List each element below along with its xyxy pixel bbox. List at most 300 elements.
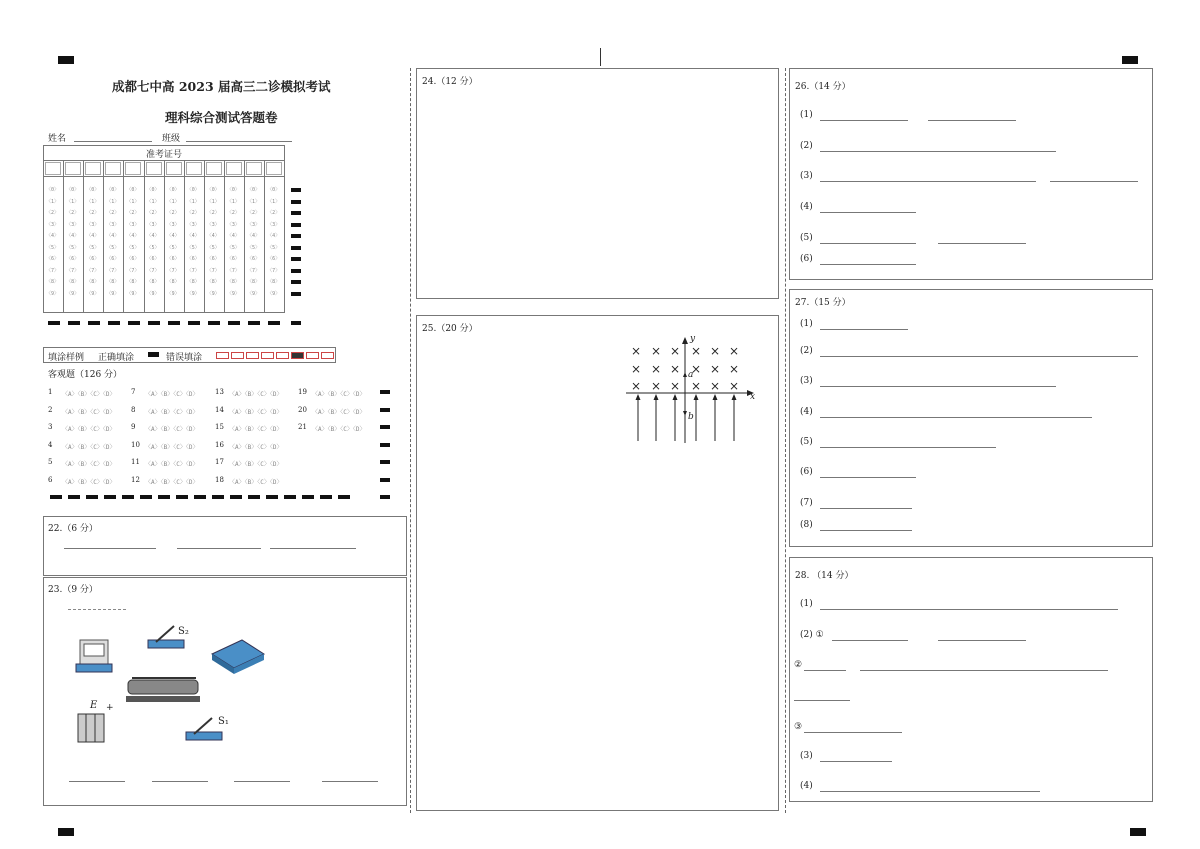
field-cross-mark: ×: [709, 362, 721, 376]
q27-part-label: (8): [800, 520, 813, 530]
field-cross-mark: ×: [728, 362, 740, 376]
q22-label: 22.（6 分）: [48, 524, 98, 534]
q28-part-label: ②: [794, 660, 803, 670]
ticket-col-divider: [264, 160, 265, 313]
answer-options[interactable]: 〈A〉〈B〉〈C〉〈D〉: [145, 391, 199, 398]
q27-answer-line[interactable]: [820, 356, 1138, 357]
question-number: 14: [215, 405, 224, 414]
ticket-bubble[interactable]: 〈2〉: [206, 210, 220, 216]
field-cross-mark: ×: [669, 344, 681, 358]
ticket-bubble[interactable]: 〈0〉: [186, 187, 200, 193]
q28-answer-line[interactable]: [820, 791, 1040, 792]
q28-part-label: (3): [800, 751, 813, 761]
q26-answer-line[interactable]: [820, 151, 1056, 152]
q23-answer-top[interactable]: [68, 609, 126, 610]
question-number: 5: [48, 458, 53, 466]
ticket-bubble[interactable]: 〈9〉: [267, 290, 281, 297]
answer-options[interactable]: 〈A〉〈B〉〈C〉〈D〉: [62, 408, 116, 416]
q23-label: 23.（9 分）: [48, 585, 98, 595]
q27-part-label: (5): [800, 437, 813, 447]
field-cross-mark: ×: [669, 362, 681, 376]
q28-answer-line[interactable]: [938, 640, 1026, 641]
question-number: 18: [215, 475, 224, 484]
field-arrow-head: [673, 394, 678, 400]
ticket-bubble[interactable]: 〈5〉: [166, 244, 180, 251]
field-cross-mark: ×: [709, 344, 721, 358]
ticket-bubble[interactable]: 〈8〉: [166, 279, 180, 285]
q28-part-label: (4): [800, 781, 813, 791]
ticket-digit-cell[interactable]: [65, 162, 81, 175]
field-arrow-head: [654, 394, 659, 400]
ticket-bottom-marks: [48, 321, 280, 325]
q26-answer-line[interactable]: [938, 243, 1026, 244]
q28-answer-line[interactable]: [860, 670, 1108, 671]
field-cross-mark: ×: [709, 379, 721, 393]
ticket-bubble[interactable]: 〈6〉: [166, 256, 180, 262]
q23-answer-4[interactable]: [322, 781, 378, 782]
ticket-bubble[interactable]: 〈1〉: [267, 198, 281, 205]
q28-box: [789, 557, 1153, 802]
question-number: 2: [48, 405, 53, 414]
q26-part-label: (6): [800, 254, 813, 264]
answer-options[interactable]: 〈A〉〈B〉〈C〉〈D〉: [229, 478, 283, 486]
q28-answer-line[interactable]: [820, 761, 892, 762]
ticket-bubble[interactable]: 〈6〉: [247, 256, 261, 262]
ticket-bubble[interactable]: 〈1〉: [66, 198, 80, 205]
field-cross-mark: ×: [728, 379, 740, 393]
ticket-col-divider: [83, 160, 84, 313]
ticket-col-divider: [184, 160, 185, 313]
top-center-tick: [600, 48, 601, 66]
field-cross-mark: ×: [650, 362, 662, 376]
q27-part-label: (1): [800, 319, 813, 329]
ticket-bubble[interactable]: 〈7〉: [106, 267, 120, 274]
ticket-col-divider: [164, 160, 165, 313]
ticket-bubble[interactable]: 〈2〉: [186, 210, 200, 216]
ticket-bubble[interactable]: 〈8〉: [206, 279, 220, 285]
ticket-bubble[interactable]: 〈3〉: [126, 221, 140, 228]
ticket-bubble[interactable]: 〈7〉: [86, 267, 100, 274]
ticket-bubble[interactable]: 〈5〉: [126, 244, 140, 251]
ticket-digit-cell[interactable]: [146, 162, 162, 175]
ticket-digit-cell[interactable]: [266, 162, 282, 175]
ticket-bubble[interactable]: 〈5〉: [267, 244, 281, 251]
question-number: 8: [131, 405, 136, 414]
ticket-bubble[interactable]: 〈0〉: [166, 187, 180, 193]
ticket-bubble[interactable]: 〈2〉: [86, 210, 100, 216]
q27-answer-line[interactable]: [820, 530, 912, 531]
q23-answer-3[interactable]: [234, 781, 290, 782]
ticket-bubble[interactable]: 〈4〉: [146, 233, 160, 239]
q26-part-label: (2): [800, 141, 813, 151]
ticket-bubble[interactable]: 〈5〉: [46, 244, 60, 251]
ticket-bubble[interactable]: 〈9〉: [206, 290, 220, 297]
circuit-components-figure: [70, 618, 270, 748]
q23-answer-2[interactable]: [152, 781, 208, 782]
ticket-bubble[interactable]: 〈3〉: [226, 221, 240, 228]
field-arrow-head: [732, 394, 737, 400]
corner-mark-top-left: [58, 56, 74, 64]
ticket-bubble[interactable]: 〈7〉: [126, 267, 140, 274]
ticket-bubble[interactable]: 〈1〉: [226, 198, 240, 205]
ticket-bubble[interactable]: 〈0〉: [86, 187, 100, 193]
ticket-bubble[interactable]: 〈1〉: [247, 198, 261, 205]
question-number: 7: [131, 388, 136, 396]
ticket-bubble[interactable]: 〈2〉: [146, 210, 160, 216]
ticket-bubble[interactable]: 〈6〉: [46, 256, 60, 262]
ticket-bubble[interactable]: 〈7〉: [166, 267, 180, 274]
correct-fill-label: 正确填涂: [98, 353, 135, 363]
ticket-bottom-side-mark: [291, 321, 301, 325]
battery-icon: [78, 714, 104, 742]
ticket-bubble[interactable]: 〈3〉: [166, 221, 180, 228]
q27-answer-line[interactable]: [820, 386, 1056, 387]
q26-answer-line[interactable]: [820, 120, 908, 121]
ticket-bubble[interactable]: 〈3〉: [106, 221, 120, 228]
ticket-bubble[interactable]: 〈3〉: [46, 221, 60, 228]
ticket-bubble[interactable]: 〈1〉: [86, 198, 100, 205]
ticket-bubble[interactable]: 〈8〉: [267, 279, 281, 285]
ticket-bubble[interactable]: 〈3〉: [247, 221, 261, 228]
ticket-row-mark: [291, 200, 301, 204]
ticket-bubble[interactable]: 〈0〉: [126, 187, 140, 193]
answer-options[interactable]: 〈A〉〈B〉〈C〉〈D〉: [229, 461, 283, 468]
battery-e-label: E: [90, 700, 98, 711]
ticket-bubble[interactable]: 〈9〉: [106, 290, 120, 297]
ticket-bubble[interactable]: 〈3〉: [186, 221, 200, 228]
q27-part-label: (3): [800, 376, 813, 386]
q28-answer-line[interactable]: [804, 670, 846, 671]
ticket-bubble[interactable]: 〈6〉: [146, 256, 160, 262]
q28-answer-line[interactable]: [832, 640, 908, 641]
ticket-bubble[interactable]: 〈0〉: [46, 187, 60, 193]
rheostat-icon: [126, 678, 200, 702]
ticket-col-divider: [204, 160, 205, 313]
ticket-bubble[interactable]: 〈3〉: [86, 221, 100, 228]
ticket-bubble[interactable]: 〈4〉: [267, 233, 281, 239]
answer-options[interactable]: 〈A〉〈B〉〈C〉〈D〉: [229, 443, 283, 451]
ticket-bubble[interactable]: 〈1〉: [146, 198, 160, 205]
q27-answer-line[interactable]: [820, 329, 908, 330]
class-label: 班级: [162, 134, 181, 144]
answer-options[interactable]: 〈A〉〈B〉〈C〉〈D〉: [145, 478, 199, 486]
q26-answer-line[interactable]: [820, 181, 1036, 182]
question-number: 1: [48, 388, 53, 396]
q27-answer-line[interactable]: [820, 417, 1092, 418]
q27-answer-line[interactable]: [820, 477, 916, 478]
q22-answer-2[interactable]: [177, 548, 261, 549]
ticket-bubble[interactable]: 〈9〉: [86, 290, 100, 297]
ticket-bubble[interactable]: 〈3〉: [267, 221, 281, 228]
point-b-label: b: [688, 412, 694, 422]
ticket-bubble[interactable]: 〈6〉: [106, 256, 120, 262]
ticket-row-mark: [291, 211, 301, 215]
ticket-bubble[interactable]: 〈7〉: [267, 267, 281, 274]
ticket-bubble[interactable]: 〈7〉: [46, 267, 60, 274]
ticket-row-mark: [291, 223, 301, 227]
ticket-bubble[interactable]: 〈5〉: [86, 244, 100, 251]
ticket-bubble[interactable]: 〈9〉: [226, 290, 240, 297]
answer-options[interactable]: 〈A〉〈B〉〈C〉〈D〉: [229, 391, 283, 398]
ticket-row-mark: [291, 292, 301, 296]
q22-answer-3[interactable]: [270, 548, 356, 549]
ticket-bubble[interactable]: 〈7〉: [247, 267, 261, 274]
question-number: 12: [131, 475, 140, 484]
q26-answer-line[interactable]: [928, 120, 1016, 121]
answer-options[interactable]: 〈A〉〈B〉〈C〉〈D〉: [229, 426, 283, 433]
voltmeter-icon: [76, 640, 112, 672]
ticket-bubble[interactable]: 〈6〉: [66, 256, 80, 262]
ticket-bubble[interactable]: 〈7〉: [66, 267, 80, 274]
column-divider-left: [410, 68, 411, 813]
ticket-bubble[interactable]: 〈1〉: [46, 198, 60, 205]
answer-options[interactable]: 〈A〉〈B〉〈C〉〈D〉: [145, 408, 199, 416]
objective-row-mark: [380, 425, 390, 429]
answer-options[interactable]: 〈A〉〈B〉〈C〉〈D〉: [62, 461, 116, 468]
q23-answer-1[interactable]: [69, 781, 125, 782]
ticket-bubble[interactable]: 〈4〉: [66, 233, 80, 239]
answer-options[interactable]: 〈A〉〈B〉〈C〉〈D〉: [145, 443, 199, 451]
corner-mark-bottom-right: [1130, 828, 1146, 836]
ticket-bubble[interactable]: 〈9〉: [166, 290, 180, 297]
ticket-bubble[interactable]: 〈8〉: [146, 279, 160, 285]
question-number: 13: [215, 388, 224, 396]
ticket-bubble[interactable]: 〈0〉: [267, 187, 281, 193]
objective-bottom-side-mark: [380, 495, 390, 499]
ticket-bubble[interactable]: 〈4〉: [126, 233, 140, 239]
answer-options[interactable]: 〈A〉〈B〉〈C〉〈D〉: [229, 408, 283, 416]
q26-answer-line[interactable]: [820, 212, 916, 213]
magnetic-field-figure: [622, 335, 757, 445]
ticket-bubble[interactable]: 〈8〉: [46, 279, 60, 285]
ticket-col-divider: [103, 160, 104, 313]
q22-answer-1[interactable]: [64, 548, 156, 549]
field-cross-mark: ×: [630, 379, 642, 393]
ticket-bubble[interactable]: 〈6〉: [206, 256, 220, 262]
answer-options[interactable]: 〈A〉〈B〉〈C〉〈D〉: [145, 461, 199, 468]
ticket-bubble[interactable]: 〈1〉: [166, 198, 180, 205]
corner-mark-bottom-left: [58, 828, 74, 836]
ticket-bubble[interactable]: 〈2〉: [226, 210, 240, 216]
ticket-bubble[interactable]: 〈0〉: [226, 187, 240, 193]
ticket-bubble[interactable]: 〈7〉: [206, 267, 220, 274]
ticket-bubble[interactable]: 〈8〉: [186, 279, 200, 285]
ticket-bubble[interactable]: 〈6〉: [86, 256, 100, 262]
ticket-digit-cell[interactable]: [105, 162, 121, 175]
q28-answer-line[interactable]: [820, 609, 1118, 610]
q24-label: 24.（12 分）: [422, 77, 478, 87]
q27-answer-line[interactable]: [820, 508, 912, 509]
ticket-bubble[interactable]: 〈0〉: [106, 187, 120, 193]
question-number: 4: [48, 440, 53, 449]
class-field[interactable]: [186, 141, 292, 142]
question-number: 10: [131, 440, 140, 449]
y-axis-label: y: [690, 334, 696, 344]
ticket-bubble[interactable]: 〈6〉: [267, 256, 281, 262]
field-cross-mark: ×: [650, 344, 662, 358]
point-a-label: a: [688, 370, 694, 380]
objective-title: 客观题（126 分）: [48, 370, 123, 380]
ticket-bubble[interactable]: 〈7〉: [146, 267, 160, 274]
ticket-bubble[interactable]: 〈8〉: [247, 279, 261, 285]
ticket-bubble[interactable]: 〈5〉: [226, 244, 240, 251]
q28-part-label: (1): [800, 599, 813, 609]
ticket-digit-cell[interactable]: [45, 162, 61, 175]
q27-part-label: (6): [800, 467, 813, 477]
ticket-bubble[interactable]: 〈8〉: [226, 279, 240, 285]
ticket-row-mark: [291, 257, 301, 261]
ticket-number-label: 准考证号: [146, 150, 183, 160]
ticket-bubble[interactable]: 〈6〉: [186, 256, 200, 262]
ticket-bubble[interactable]: 〈4〉: [86, 233, 100, 239]
question-number: 19: [298, 388, 307, 396]
ticket-bubble[interactable]: 〈3〉: [206, 221, 220, 228]
name-label: 姓名: [48, 134, 67, 144]
ticket-digit-cell[interactable]: [206, 162, 222, 175]
ticket-bubble[interactable]: 〈4〉: [166, 233, 180, 239]
ticket-bubble[interactable]: 〈1〉: [106, 198, 120, 205]
question-number: 6: [48, 475, 53, 484]
ticket-bubble[interactable]: 〈4〉: [46, 233, 60, 239]
ticket-bubble[interactable]: 〈7〉: [186, 267, 200, 274]
battery-plus-label: +: [106, 703, 114, 713]
q25-label: 25.（20 分）: [422, 324, 478, 334]
ticket-bubble[interactable]: 〈5〉: [146, 244, 160, 251]
ticket-bubble[interactable]: 〈0〉: [146, 187, 160, 193]
ticket-bubble[interactable]: 〈1〉: [126, 198, 140, 205]
ticket-digit-cell[interactable]: [226, 162, 242, 175]
answer-options[interactable]: 〈A〉〈B〉〈C〉〈D〉: [62, 426, 116, 433]
column-divider-right: [785, 68, 786, 813]
correct-fill-sample: [148, 352, 159, 357]
q26-answer-line[interactable]: [820, 243, 916, 244]
objective-bottom-marks: [50, 495, 350, 499]
field-cross-mark: ×: [690, 344, 702, 358]
ticket-bubble[interactable]: 〈9〉: [247, 290, 261, 297]
field-arrow-head: [636, 394, 641, 400]
answer-options[interactable]: 〈A〉〈B〉〈C〉〈D〉: [312, 391, 366, 398]
ticket-bubble[interactable]: 〈2〉: [267, 210, 281, 216]
q26-part-label: (3): [800, 171, 813, 181]
ticket-bubble[interactable]: 〈5〉: [106, 244, 120, 251]
q24-box[interactable]: [416, 68, 779, 299]
corner-mark-top-right: [1122, 56, 1138, 64]
ticket-bubble[interactable]: 〈5〉: [247, 244, 261, 251]
ticket-bubble[interactable]: 〈7〉: [226, 267, 240, 274]
ticket-bubble[interactable]: 〈6〉: [226, 256, 240, 262]
name-field[interactable]: [74, 141, 152, 142]
ticket-bubble[interactable]: 〈0〉: [247, 187, 261, 193]
ticket-bubble[interactable]: 〈8〉: [106, 279, 120, 285]
ticket-bubble[interactable]: 〈5〉: [186, 244, 200, 251]
field-cross-mark: ×: [650, 379, 662, 393]
ticket-bubble[interactable]: 〈4〉: [226, 233, 240, 239]
ticket-digit-cell[interactable]: [85, 162, 101, 175]
q26-part-label: (1): [800, 110, 813, 120]
q28-answer-line[interactable]: [804, 732, 902, 733]
question-number: 21: [298, 423, 307, 431]
question-number: 11: [131, 458, 140, 466]
ticket-bubble[interactable]: 〈9〉: [66, 290, 80, 297]
objective-row-mark: [380, 460, 390, 464]
ticket-bubble[interactable]: 〈8〉: [66, 279, 80, 285]
ticket-bubble[interactable]: 〈9〉: [186, 290, 200, 297]
ticket-bubble[interactable]: 〈2〉: [46, 210, 60, 216]
ticket-bubble[interactable]: 〈9〉: [126, 290, 140, 297]
ticket-bubble[interactable]: 〈2〉: [126, 210, 140, 216]
q27-answer-line[interactable]: [820, 447, 996, 448]
ticket-bubble[interactable]: 〈0〉: [66, 187, 80, 193]
q27-part-label: (2): [800, 346, 813, 356]
question-number: 3: [48, 423, 53, 431]
ticket-bubble[interactable]: 〈0〉: [206, 187, 220, 193]
wrong-fill-samples: [216, 351, 336, 361]
ticket-digit-cell[interactable]: [246, 162, 262, 175]
ticket-bubble[interactable]: 〈5〉: [66, 244, 80, 251]
q26-label: 26.（14 分）: [795, 82, 851, 92]
ticket-bubble[interactable]: 〈2〉: [106, 210, 120, 216]
q26-answer-line[interactable]: [1050, 181, 1138, 182]
ticket-bubble[interactable]: 〈9〉: [146, 290, 160, 297]
exam-subtitle: 理科综合测试答题卷: [165, 110, 278, 125]
q26-part-label: (4): [800, 202, 813, 212]
ticket-digit-cell[interactable]: [125, 162, 141, 175]
ticket-row-mark: [291, 269, 301, 273]
ticket-bubble[interactable]: 〈4〉: [186, 233, 200, 239]
ticket-col-divider: [144, 160, 145, 313]
ticket-bubble[interactable]: 〈1〉: [186, 198, 200, 205]
question-number: 9: [131, 423, 136, 431]
field-arrow-head: [694, 394, 699, 400]
answer-options[interactable]: 〈A〉〈B〉〈C〉〈D〉: [62, 391, 116, 398]
ticket-bubble[interactable]: 〈3〉: [146, 221, 160, 228]
field-cross-mark: ×: [630, 344, 642, 358]
ticket-bubble[interactable]: 〈5〉: [206, 244, 220, 251]
field-cross-mark: ×: [669, 379, 681, 393]
answer-options[interactable]: 〈A〉〈B〉〈C〉〈D〉: [62, 478, 116, 486]
answer-options[interactable]: 〈A〉〈B〉〈C〉〈D〉: [312, 426, 366, 433]
ticket-col-divider: [244, 160, 245, 313]
ticket-bubble[interactable]: 〈3〉: [66, 221, 80, 228]
ticket-bubble[interactable]: 〈4〉: [206, 233, 220, 239]
ticket-bubble[interactable]: 〈2〉: [66, 210, 80, 216]
ticket-bubble[interactable]: 〈4〉: [106, 233, 120, 239]
fill-example-label: 填涂样例: [48, 353, 85, 363]
field-arrow-head: [713, 394, 718, 400]
ticket-bubble[interactable]: 〈2〉: [166, 210, 180, 216]
answer-options[interactable]: 〈A〉〈B〉〈C〉〈D〉: [145, 426, 199, 433]
ticket-bubble[interactable]: 〈8〉: [126, 279, 140, 285]
ticket-row-mark: [291, 246, 301, 250]
ticket-bubble[interactable]: 〈1〉: [206, 198, 220, 205]
ticket-bubble[interactable]: 〈8〉: [86, 279, 100, 285]
q26-answer-line[interactable]: [820, 264, 916, 265]
q28-answer-continuation[interactable]: [794, 700, 850, 701]
q26-box: [789, 68, 1153, 280]
q28-part-label: ③: [794, 722, 803, 732]
question-number: 20: [298, 405, 307, 414]
ticket-digit-cell[interactable]: [166, 162, 182, 175]
ticket-digit-cell[interactable]: [186, 162, 202, 175]
answer-options[interactable]: 〈A〉〈B〉〈C〉〈D〉: [312, 408, 366, 416]
answer-options[interactable]: 〈A〉〈B〉〈C〉〈D〉: [62, 443, 116, 451]
ticket-bubble[interactable]: 〈6〉: [126, 256, 140, 262]
q28-label: 28. （14 分）: [795, 571, 854, 581]
ticket-bubble[interactable]: 〈2〉: [247, 210, 261, 216]
question-number: 17: [215, 458, 224, 466]
ticket-bubble[interactable]: 〈9〉: [46, 290, 60, 297]
ticket-bubble[interactable]: 〈4〉: [247, 233, 261, 239]
